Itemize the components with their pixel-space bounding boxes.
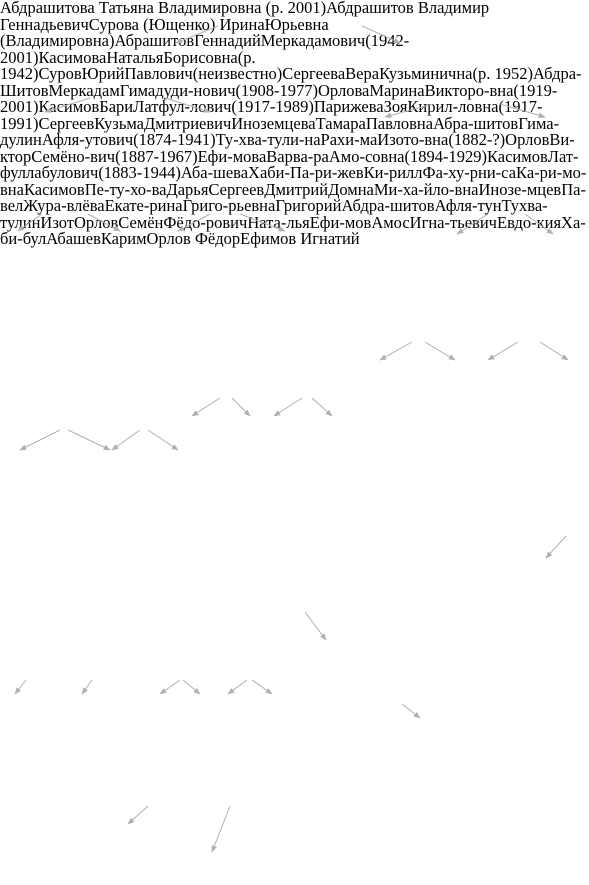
- name-line: утович: [84, 130, 134, 149]
- name-line: дулин: [0, 130, 42, 149]
- name-line: 1944): [142, 163, 181, 182]
- name-line: Па-: [561, 179, 586, 199]
- name-line: Фёдо-: [163, 212, 206, 232]
- name-line: Абдрашитова Татьяна Владимировна (р. 2001): [0, 0, 327, 17]
- name-line: Юрий: [81, 64, 125, 83]
- name-line: са: [501, 163, 517, 182]
- arrow: [148, 430, 178, 450]
- name-line: Игна-: [409, 212, 450, 232]
- name-line: трий: [294, 179, 329, 199]
- name-line: Амос: [371, 212, 410, 232]
- name-line: Сурова (Ющенко) Ирина: [88, 14, 265, 34]
- arrow: [15, 680, 26, 694]
- name-line: Касимов: [38, 97, 100, 116]
- name-line: ва: [151, 179, 167, 199]
- name-line: вна: [454, 179, 479, 199]
- name-line: Касимов: [487, 146, 548, 166]
- name-line: ту-: [109, 179, 131, 199]
- name-line: 1929): [448, 146, 487, 166]
- name-line: Парижева: [313, 97, 384, 116]
- name-line: (1917-: [498, 97, 543, 116]
- name-line: Семё: [31, 146, 68, 166]
- name-line: рина: [149, 196, 183, 215]
- name-line: Григорий: [275, 196, 342, 215]
- name-line: Афля-: [434, 196, 478, 215]
- name-line: Орлов Фёдор: [146, 229, 241, 248]
- arrow: [112, 430, 140, 450]
- name-line: Тухва-: [501, 196, 548, 215]
- name-line: 1977): [279, 80, 319, 100]
- name-line: ху-: [448, 163, 470, 182]
- name-line: рьевна: [228, 196, 276, 215]
- name-line: Ви-: [549, 130, 575, 149]
- name-line: рни-: [469, 163, 502, 182]
- name-line: Марина: [369, 80, 425, 100]
- name-line: Абашев: [46, 229, 101, 248]
- name-line: Абдра-: [533, 64, 582, 83]
- name-line: Геннадий: [194, 31, 261, 50]
- name-line: Борисовна: [163, 47, 238, 67]
- name-line: Ха-: [561, 212, 586, 232]
- name-line: би-: [0, 229, 23, 248]
- name-line: вел: [0, 196, 24, 215]
- name-line: Изото-: [377, 130, 425, 149]
- name-line: бул: [22, 229, 47, 248]
- name-line: ма: [359, 130, 378, 149]
- name-line: Вера: [345, 64, 380, 83]
- name-line: (1917-: [231, 97, 276, 116]
- name-line: на: [304, 130, 321, 149]
- name-line: (1883-: [98, 163, 143, 182]
- arrow: [546, 536, 566, 558]
- name-line: вна: [489, 80, 514, 100]
- name-line: Абдрашитов Владимир Геннадьевич: [0, 0, 490, 34]
- name-line: Ефи-: [197, 146, 233, 166]
- name-line: мов: [344, 212, 372, 232]
- name-line: вич: [90, 146, 116, 166]
- arrow: [160, 680, 180, 694]
- name-line: Павлович: [124, 64, 193, 83]
- name-line: Меркадам: [48, 80, 120, 100]
- name-line: Гима-: [518, 113, 560, 133]
- name-line: Наталья: [106, 47, 164, 67]
- name-line: совна: [364, 146, 405, 166]
- name-line: но-: [67, 146, 91, 166]
- name-line: Кирил-: [407, 97, 459, 116]
- name-line: (1874-: [133, 130, 178, 149]
- name-line: (1887-: [115, 146, 160, 166]
- arrow: [540, 342, 568, 360]
- name-line: йло-: [423, 179, 455, 199]
- name-line: (1894-: [404, 146, 449, 166]
- name-line: ктор: [0, 146, 32, 166]
- name-line: Меркадамович: [260, 31, 366, 50]
- name-line: Гимадуди-: [119, 80, 194, 100]
- arrow: [232, 398, 250, 416]
- name-line: фулла: [0, 163, 42, 182]
- name-line: Орлова: [318, 80, 370, 100]
- name-line: шева: [213, 163, 249, 182]
- name-line: Пе-: [84, 179, 110, 199]
- name-line: Сергеев: [38, 113, 95, 133]
- arrow: [183, 680, 200, 694]
- arrow: [128, 806, 148, 824]
- name-line: Викторо-: [424, 80, 490, 100]
- name-line: Касимов: [23, 179, 85, 199]
- name-line: Абдра-: [341, 196, 390, 215]
- name-line: Латфул-: [133, 97, 190, 116]
- name-line: ри-: [314, 163, 338, 182]
- name-line: Амо-: [328, 146, 365, 166]
- name-line: Варва-: [266, 146, 314, 166]
- name-line: хва-: [238, 130, 268, 149]
- name-line: Юрьевна (Владимировна): [0, 14, 329, 50]
- name-line: Зоя: [383, 97, 408, 116]
- name-line: 2001): [0, 97, 39, 116]
- name-line: Семён: [118, 212, 164, 232]
- name-line: Афля-: [41, 130, 85, 149]
- name-line: тун: [477, 196, 502, 215]
- name-line: кия: [536, 212, 562, 232]
- name-line: нович: [193, 80, 236, 100]
- name-line: Орлов: [505, 130, 550, 149]
- name-line: Ка-: [516, 163, 540, 182]
- name-line: влёва: [66, 196, 105, 215]
- arrow: [305, 612, 326, 640]
- arrow: [228, 680, 247, 694]
- name-line: Дми: [264, 179, 295, 199]
- arrow: [488, 342, 518, 360]
- name-line: (р. 1942): [0, 47, 256, 83]
- name-line: Ефимов Игнатий: [240, 229, 360, 248]
- name-line: Екате-: [104, 196, 150, 215]
- arrow: [274, 398, 302, 416]
- arrow: [312, 398, 332, 416]
- name-line: Фа-: [422, 163, 449, 182]
- name-line: Евдо-: [496, 212, 537, 232]
- name-line: 1989): [275, 97, 314, 116]
- name-line: Абрашитов: [114, 31, 195, 50]
- name-line: мцев: [526, 179, 562, 199]
- name-line: 1991): [0, 113, 39, 133]
- name-line: лович: [189, 97, 232, 116]
- name-line: Бари: [99, 97, 134, 116]
- arrow: [212, 806, 230, 852]
- name-line: ра: [313, 146, 329, 166]
- name-line: (1882-?): [448, 130, 506, 149]
- name-line: мо-: [562, 163, 587, 182]
- name-line: Ефи-: [309, 212, 345, 232]
- name-line: Изот: [40, 212, 75, 232]
- name-line: Па-: [290, 163, 315, 182]
- arrow: [82, 680, 92, 694]
- name-line: рович: [205, 212, 248, 232]
- name-line: Инозе-: [478, 179, 527, 199]
- name-line: тули-: [267, 130, 305, 149]
- arrow: [380, 342, 412, 360]
- name-line: вна: [0, 179, 24, 199]
- name-line: Рахи-: [320, 130, 360, 149]
- name-line: На: [247, 212, 267, 232]
- name-line: Жура-: [23, 196, 67, 215]
- name-line: Кузьма: [94, 113, 144, 133]
- name-line: Орлов: [74, 212, 119, 232]
- name-line: Карим: [100, 229, 147, 248]
- name-line: Ки-: [363, 163, 389, 182]
- name-line: 1967): [159, 146, 198, 166]
- name-line: Хаби-: [248, 163, 291, 182]
- name-line: Ту-: [215, 130, 239, 149]
- name-line: Суров: [38, 64, 82, 83]
- name-line: тьевич: [450, 212, 497, 232]
- name-line: рилл: [388, 163, 423, 182]
- name-line: Касимова: [38, 47, 107, 67]
- name-line: мова: [232, 146, 267, 166]
- name-line: Кузьминична: [379, 64, 473, 83]
- name-line: шитов: [473, 113, 519, 133]
- name-line: шитов: [389, 196, 435, 215]
- name-line: ри-: [539, 163, 563, 182]
- name-line: Шитов: [0, 80, 49, 100]
- name-line: хо-: [130, 179, 152, 199]
- arrow: [20, 430, 60, 450]
- name-line: лья: [286, 212, 310, 232]
- name-line: тулин: [0, 212, 41, 232]
- name-line: (1908-: [235, 80, 280, 100]
- name-line: Домна: [328, 179, 374, 199]
- name-line: Дарья: [166, 179, 209, 199]
- name-line: Ми-: [373, 179, 403, 199]
- arrow: [192, 398, 220, 416]
- name-line: (1942-2001): [0, 31, 410, 67]
- name-line: та-: [266, 212, 287, 232]
- name-line: 1941): [177, 130, 216, 149]
- name-line: Сергеева: [282, 64, 346, 83]
- name-line: булович: [41, 163, 99, 182]
- name-line: Дмитриевич: [144, 113, 232, 133]
- name-line: Аба-: [180, 163, 214, 182]
- arrow: [402, 704, 420, 718]
- arrow: [425, 342, 455, 360]
- name-line: (неизвестно): [192, 64, 283, 83]
- name-line: жев: [337, 163, 364, 182]
- name-line: ловна: [458, 97, 499, 116]
- name-line: Сергеев: [208, 179, 265, 199]
- name-line: Григо-: [182, 196, 229, 215]
- name-line: ха-: [402, 179, 424, 199]
- name-line: вна: [424, 130, 449, 149]
- name-line: Павловна: [365, 113, 434, 133]
- name-line: Лат-: [547, 146, 579, 166]
- name-line: Иноземцева: [231, 113, 316, 133]
- name-line: Абра-: [433, 113, 474, 133]
- arrow: [252, 680, 272, 694]
- name-line: (1919-: [513, 80, 558, 100]
- name-line: Тамара: [315, 113, 366, 133]
- name-line: (р. 1952): [472, 64, 534, 83]
- arrow: [68, 430, 110, 450]
